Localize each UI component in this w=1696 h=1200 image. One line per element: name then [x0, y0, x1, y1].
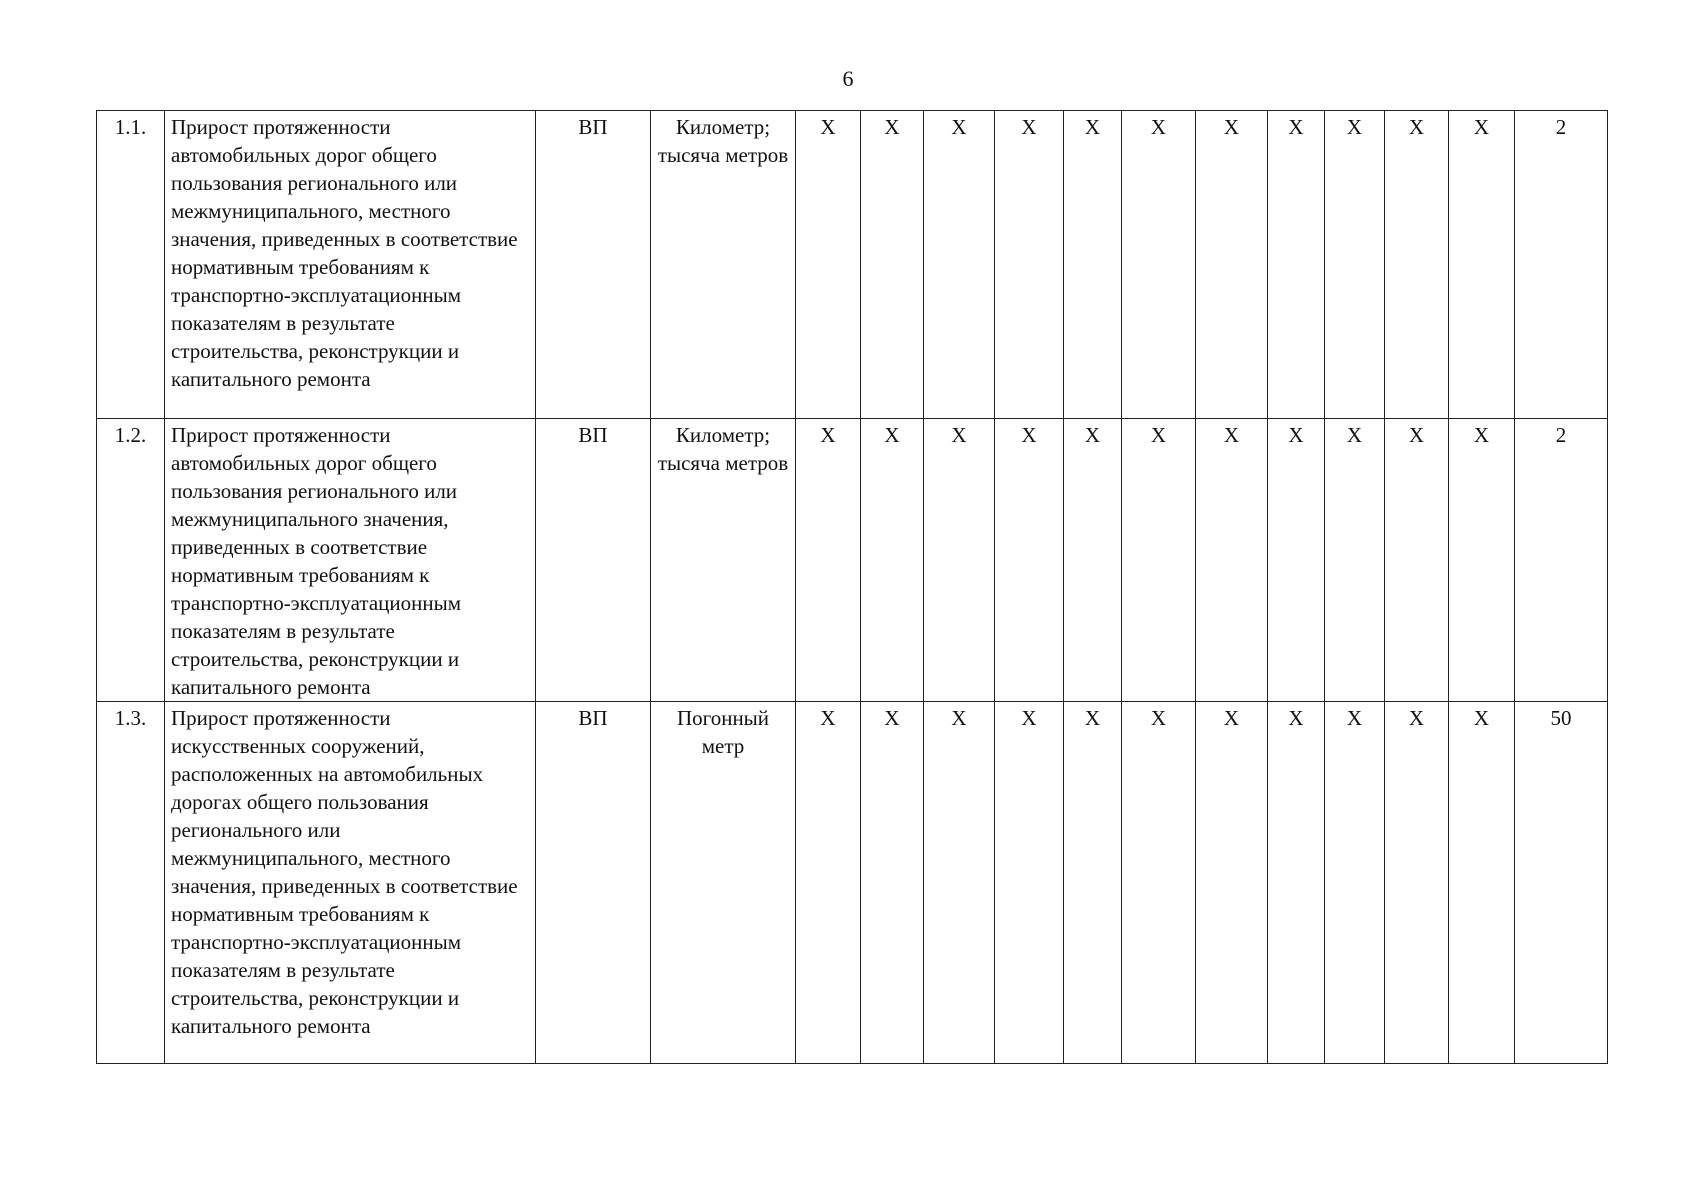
- mark-cell: X: [861, 419, 924, 702]
- mark-cell: X: [1385, 419, 1449, 702]
- mark-cell: X: [924, 419, 995, 702]
- mark-cell: X: [1196, 111, 1268, 419]
- indicator-name-cell: Прирост протяженности искусственных сооружений, расположенных на автомобильных дорогах общего пользования регионального или межмуниципального, местного значения, приведенных в соответствие нормативным требованиям к транспортно-эксплуатационным показателям в результате строительства, реконструкции и капитального ремонта: [165, 702, 536, 1064]
- value-cell: 50: [1515, 702, 1608, 1064]
- indicator-type-cell: ВП: [536, 111, 651, 419]
- mark-cell: X: [861, 702, 924, 1064]
- mark-cell: X: [1122, 419, 1196, 702]
- row-number-cell: 1.1.: [97, 111, 165, 419]
- row-number-cell: 1.3.: [97, 702, 165, 1064]
- table-row: [97, 419, 1608, 702]
- mark-cell: X: [995, 702, 1064, 1064]
- table-row: [97, 111, 1608, 419]
- row-number-cell: 1.2.: [97, 419, 165, 702]
- mark-cell: X: [1449, 702, 1515, 1064]
- mark-cell: X: [1268, 419, 1325, 702]
- mark-cell: X: [1196, 702, 1268, 1064]
- mark-cell: X: [1122, 111, 1196, 419]
- page-number: 6: [842, 66, 854, 91]
- mark-cell: X: [1064, 111, 1122, 419]
- mark-cell: X: [1268, 702, 1325, 1064]
- mark-cell: X: [1385, 702, 1449, 1064]
- mark-cell: X: [1449, 111, 1515, 419]
- mark-cell: X: [796, 111, 861, 419]
- mark-cell: X: [861, 111, 924, 419]
- mark-cell: X: [995, 419, 1064, 702]
- mark-cell: X: [1064, 702, 1122, 1064]
- mark-cell: X: [995, 111, 1064, 419]
- mark-cell: X: [924, 111, 995, 419]
- indicators-table: [96, 110, 1608, 1064]
- mark-cell: X: [1325, 111, 1385, 419]
- indicator-type-cell: ВП: [536, 419, 651, 702]
- value-cell: 2: [1515, 111, 1608, 419]
- table-row: [97, 702, 1608, 1064]
- mark-cell: X: [1385, 111, 1449, 419]
- mark-cell: X: [1449, 419, 1515, 702]
- indicator-type-cell: ВП: [536, 702, 651, 1064]
- mark-cell: X: [1325, 702, 1385, 1064]
- value-cell: 2: [1515, 419, 1608, 702]
- unit-cell: Километр; тысяча метров: [651, 419, 796, 702]
- unit-cell: Километр; тысяча метров: [651, 111, 796, 419]
- mark-cell: X: [1196, 419, 1268, 702]
- indicator-name-cell: Прирост протяженности автомобильных дорог общего пользования регионального или межмуниципального значения, приведенных в соответствие нормативным требованиям к транспортно-эксплуатационным показателям в результате строительства, реконструкции и капитального ремонта: [165, 419, 536, 702]
- mark-cell: X: [796, 419, 861, 702]
- mark-cell: X: [1122, 702, 1196, 1064]
- indicator-name-cell: Прирост протяженности автомобильных дорог общего пользования регионального или межмуниципального, местного значения, приведенных в соответствие нормативным требованиям к транспортно-эксплуатационным показателям в результате строительства, реконструкции и капитального ремонта: [165, 111, 536, 419]
- unit-cell: Погонный метр: [651, 702, 796, 1064]
- mark-cell: X: [796, 702, 861, 1064]
- mark-cell: X: [1064, 419, 1122, 702]
- mark-cell: X: [924, 702, 995, 1064]
- mark-cell: X: [1325, 419, 1385, 702]
- mark-cell: X: [1268, 111, 1325, 419]
